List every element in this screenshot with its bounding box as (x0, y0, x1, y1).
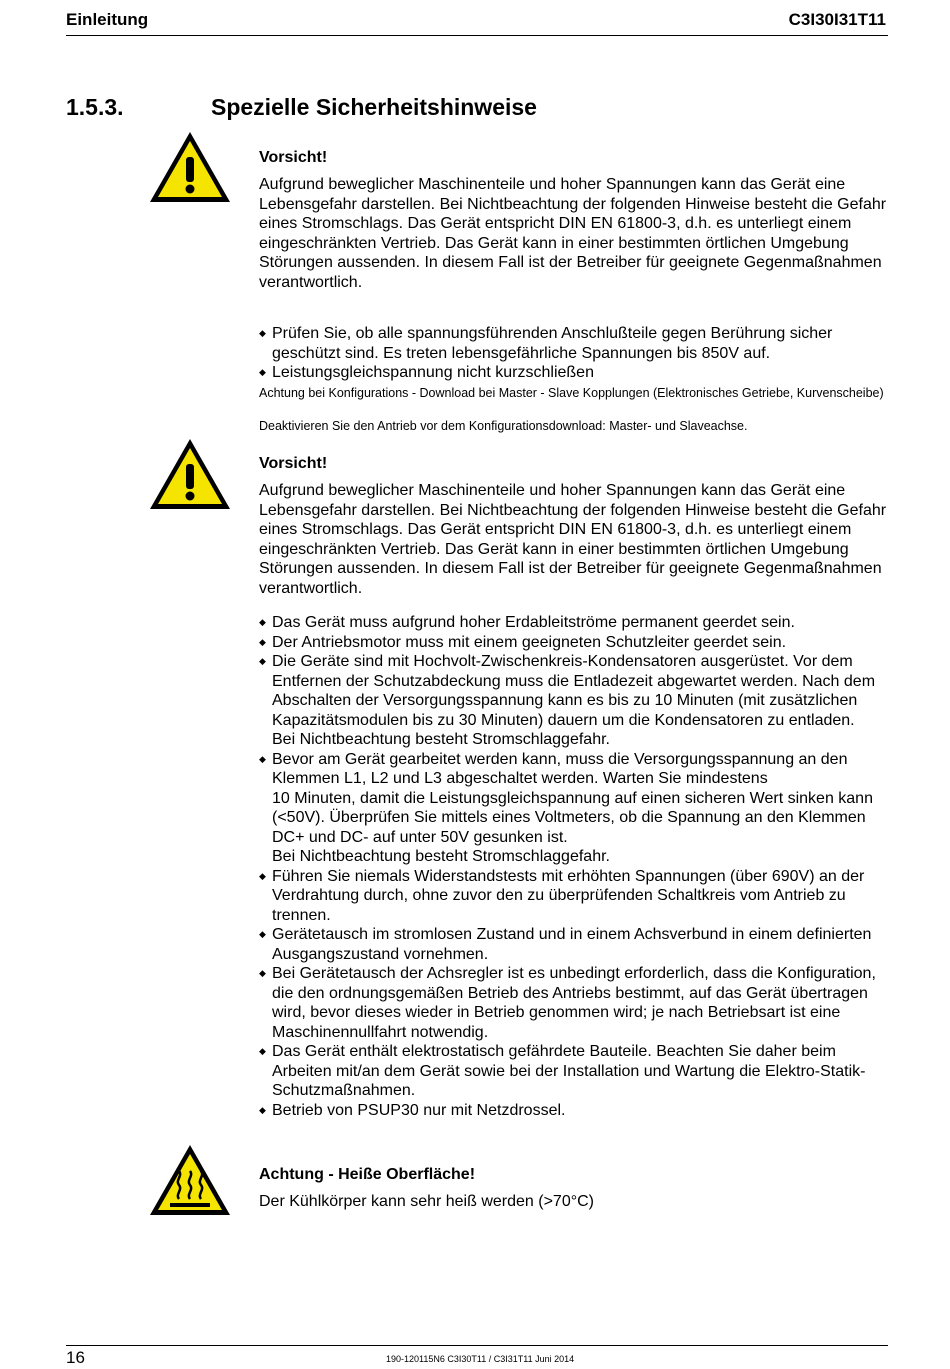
download-note-deactivate: Deaktivieren Sie den Antrieb vor dem Konfigurationsdownload: Master- und Slaveachse. (259, 419, 748, 433)
diamond-bullet-icon: ◆ (259, 367, 266, 377)
diamond-bullet-icon: ◆ (259, 617, 266, 627)
list-item: ◆ Das Gerät enthält elektrostatisch gefährdete Bauteile. Beachten Sie daher beim Arbeiten mit/an dem Gerät sowie bei der Installation und Wartung die Elektro-Statik-Schutzmaßnahmen. (259, 1043, 866, 1099)
header-doc-id: C3I30I31T11 (788, 10, 886, 29)
list-item: ◆ Bevor am Gerät gearbeitet werden kann, muss die Versorgungsspannung an den Klemmen L1, L2 und L3 abgeschaltet werden. Warten Sie mindestens 10 Minuten, damit die Leistungsgleichspannung auf einen sicheren Wert sinken kann (<50V). Überprüfen Sie mittels eines Voltmeters, ob die Spannung an den Klemmen DC+ und DC- auf unter 50V gesunken ist. Bei Nichtbeachtung besteht Stromschlaggefahr. (259, 750, 873, 865)
download-note: Achtung bei Konfigurations - Download bei Master - Slave Kopplungen (Elektronisches Getriebe, Kurvenscheibe) (259, 386, 884, 400)
list-item: ◆ Das Gerät muss aufgrund hoher Erdableitströme permanent geerdet sein. (259, 614, 795, 631)
page-number: 16 (66, 1348, 85, 1367)
warning-triangle-icon (148, 130, 232, 204)
list-item: ◆ Die Geräte sind mit Hochvolt-Zwischenkreis-Kondensatoren ausgerüstet. Vor dem Entfernen der Schutzabdeckung muss die Entladezeit abgewartet werden. Nach dem Abschalten der Versorgungsspannung kann es bis zu 10 Minuten (mit zusätzlichen Kapazitätsmodulen bis zu 30 Minuten) dauern um die Kondensatoren zu entladen. Bei Nichtbeachtung besteht Stromschlaggefahr. (259, 653, 876, 748)
diamond-bullet-icon: ◆ (259, 636, 266, 647)
list-item: ◆ Prüfen Sie, ob alle spannungsführenden Anschlußteile gegen Berührung sicher geschützt sind. Es treten lebensgefährliche Spannungen bis 850V auf. (259, 325, 833, 362)
hot-surface-label: Achtung - Heiße Oberfläche! (259, 1166, 476, 1183)
hot-surface-icon (148, 1143, 232, 1217)
list-item: ◆ Leistungsgleichspannung nicht kurzschließen (259, 364, 594, 381)
safety-bullet-list (259, 613, 899, 1120)
caution-label: Vorsicht! (259, 455, 328, 472)
diamond-bullet-icon: ◆ (259, 656, 266, 666)
warning-triangle-icon (148, 437, 232, 511)
section-title: Spezielle Sicherheitshinweise (211, 94, 537, 120)
caution-label: Vorsicht! (259, 149, 328, 166)
diamond-bullet-icon: ◆ (259, 870, 266, 881)
footer-reference: 190-120115N6 C3I30T11 / C3I31T11 Juni 2014 (386, 1354, 575, 1364)
diamond-bullet-icon: ◆ (259, 929, 266, 939)
diamond-bullet-icon: ◆ (259, 328, 266, 338)
hot-surface-text: Der Kühlkörper kann sehr heiß werden (>70°C) (259, 1193, 594, 1210)
list-item: ◆ Bei Gerätetausch der Achsregler ist es unbedingt erforderlich, dass die Konfiguration, die den ordnungsgemäßen Betrieb des Antriebs bestimmt, auf das Gerät übertragen wird, bevor dieses wieder in Betrieb genommen wird; je nach Betriebsart ist eine Maschinennullfahrt notwendig. (259, 965, 876, 1041)
header-rule (66, 35, 888, 36)
caution-text: Aufgrund beweglicher Maschinenteile und hoher Spannungen kann das Gerät eine Lebensgefahr darstellen. Bei Nichtbeachtung der folgenden Hinweise besteht die Gefahr eines Stromschlags. Das Gerät entspricht DIN EN 61800-3, d.h. es unterliegt einem eingeschränkten Vertrieb. Das Gerät kann in einer bestimmten örtlichen Umgebung Störungen aussenden. In diesem Fall ist der Betreiber für geeignete Gegenmaßnahmen verantwortlich. (259, 176, 887, 291)
list-item: ◆ Der Antriebsmotor muss mit einem geeigneten Schutzleiter geerdet sein. (259, 633, 787, 651)
list-item: ◆ Gerätetausch im stromlosen Zustand und in einem Achsverbund in einem definierten Ausgangszustand vornehmen. (259, 926, 872, 963)
safety-bullet-list (259, 324, 899, 383)
list-item: ◆ Führen Sie niemals Widerstandstests mit erhöhten Spannungen (über 690V) an der Verdrahtung durch, ohne zuvor den zu überprüfenden Schaltkreis vom Antrieb zu trennen. (259, 867, 865, 924)
section-number: 1.5.3. (66, 94, 124, 120)
diamond-bullet-icon: ◆ (259, 968, 266, 978)
diamond-bullet-icon: ◆ (259, 1104, 266, 1115)
list-item: ◆ Betrieb von PSUP30 nur mit Netzdrossel. (259, 1101, 566, 1119)
caution-text: Aufgrund beweglicher Maschinenteile und hoher Spannungen kann das Gerät eine Lebensgefahr darstellen. Bei Nichtbeachtung der folgenden Hinweise besteht die Gefahr eines Stromschlags. Das Gerät entspricht DIN EN 61800-3, d.h. es unterliegt einem eingeschränkten Vertrieb. Das Gerät kann in einer bestimmten örtlichen Umgebung Störungen aussenden. In diesem Fall ist der Betreiber für geeignete Gegenmaßnahmen verantwortlich. (259, 482, 887, 597)
diamond-bullet-icon: ◆ (259, 753, 266, 764)
footer-rule (66, 1345, 888, 1346)
header-chapter: Einleitung (66, 10, 149, 29)
diamond-bullet-icon: ◆ (259, 1046, 266, 1056)
